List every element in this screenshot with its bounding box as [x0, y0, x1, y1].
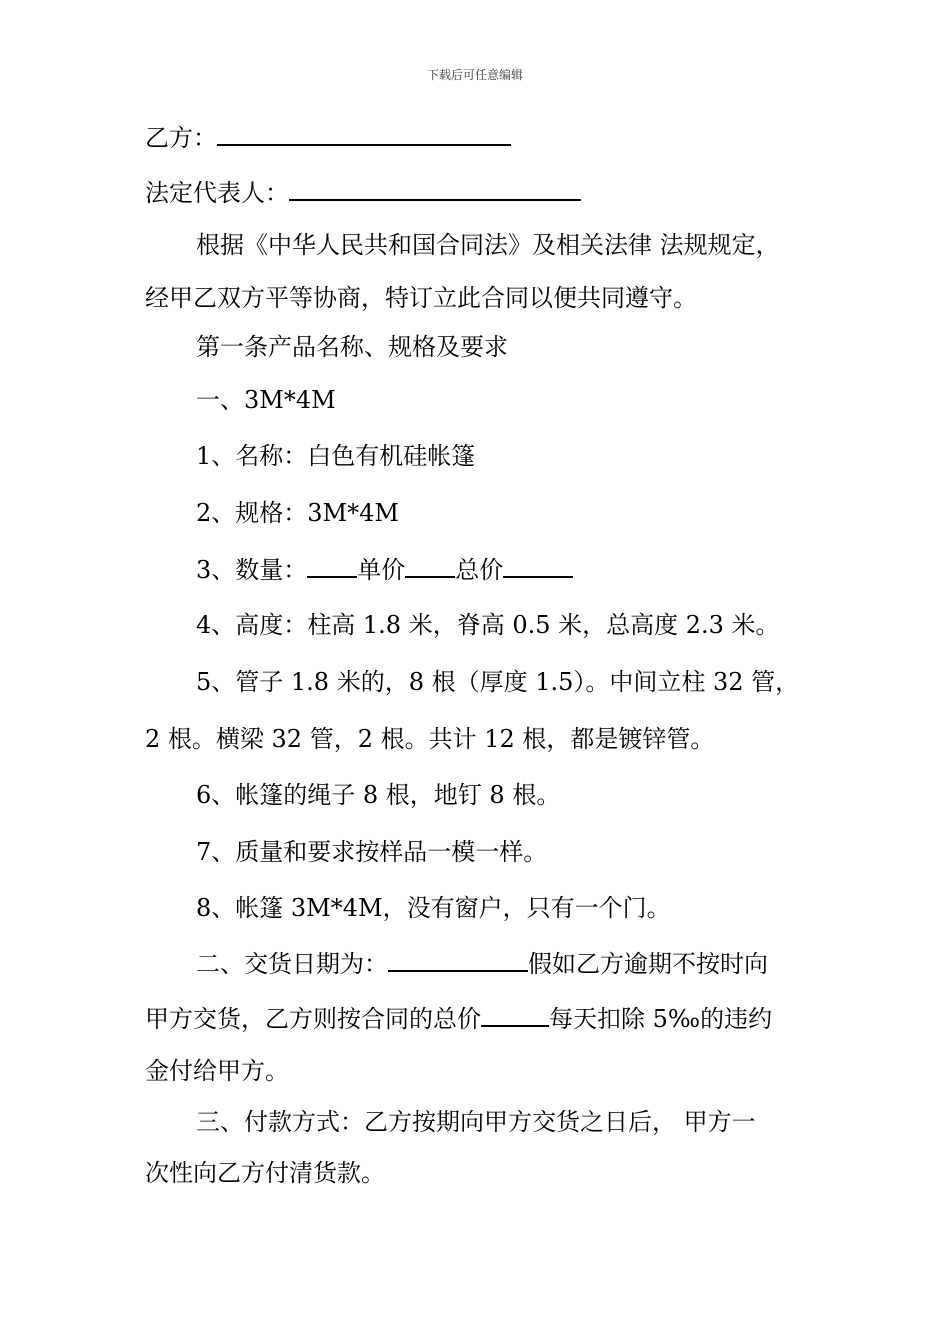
- quantity-blank: [307, 554, 357, 578]
- unit-price-label: 单价: [357, 556, 406, 584]
- legal-rep-line: [145, 177, 581, 208]
- section2-line-1: [196, 948, 768, 979]
- party-b-label: 乙方：: [145, 124, 217, 152]
- item-5-line-2: 2 根。横梁 32 管，2 根。共计 12 根，都是镀锌管。: [145, 725, 715, 753]
- legal-rep-blank: [289, 177, 581, 201]
- total-price-label: 总价: [455, 556, 504, 584]
- party-b-blank: [217, 122, 511, 146]
- item-5-line-1: 5、管子 1.8 米的，8 根（厚度 1.5）。中间立柱 32 管，: [196, 668, 800, 696]
- section2-line-3: 金付给甲方。: [145, 1057, 289, 1085]
- item-2: 2、规格：3M*4M: [196, 499, 399, 527]
- section2-line-2: [145, 1003, 772, 1034]
- total-price-ref-blank: [481, 1003, 549, 1027]
- article1-title: 第一条产品名称、规格及要求: [196, 333, 508, 361]
- preamble-line-1: 根据《中华人民共和国合同法》及相关法律 法规规定，: [196, 231, 780, 259]
- section3-line-1: 三、付款方式：乙方按期向甲方交货之日后， 甲方一: [196, 1108, 756, 1136]
- section2-line2-suffix: 每天扣除 5‰的违约: [549, 1005, 773, 1033]
- item-3-prefix: 3、数量：: [196, 556, 308, 584]
- preamble-line-2: 经甲乙双方平等协商，特订立此合同以便共同遵守。: [145, 284, 697, 312]
- item-8: 8、帐篷 3M*4M，没有窗户，只有一个门。: [196, 894, 671, 922]
- item-6: 6、帐篷的绳子 8 根，地钉 8 根。: [196, 781, 561, 809]
- item-3: [196, 554, 573, 585]
- header-note: 下载后可任意编辑: [426, 68, 523, 82]
- item-1: 1、名称：白色有机硅帐篷: [196, 442, 476, 470]
- item-4: 4、高度：柱高 1.8 米，脊高 0.5 米，总高度 2.3 米。: [196, 611, 780, 639]
- section2-line2-prefix: 甲方交货，乙方则按合同的总价: [145, 1005, 481, 1033]
- item-7: 7、质量和要求按样品一模一样。: [196, 838, 548, 866]
- section3-line-2: 次性向乙方付清货款。: [145, 1159, 385, 1187]
- section2-prefix: 二、交货日期为：: [196, 950, 388, 978]
- unit-price-blank: [405, 554, 455, 578]
- total-price-blank: [503, 554, 573, 578]
- legal-rep-label: 法定代表人：: [145, 179, 289, 207]
- delivery-date-blank: [388, 948, 528, 972]
- party-b-line: [145, 122, 511, 153]
- section2-suffix: 假如乙方逾期不按时向: [528, 950, 768, 978]
- section1-title: 一、3M*4M: [196, 386, 336, 414]
